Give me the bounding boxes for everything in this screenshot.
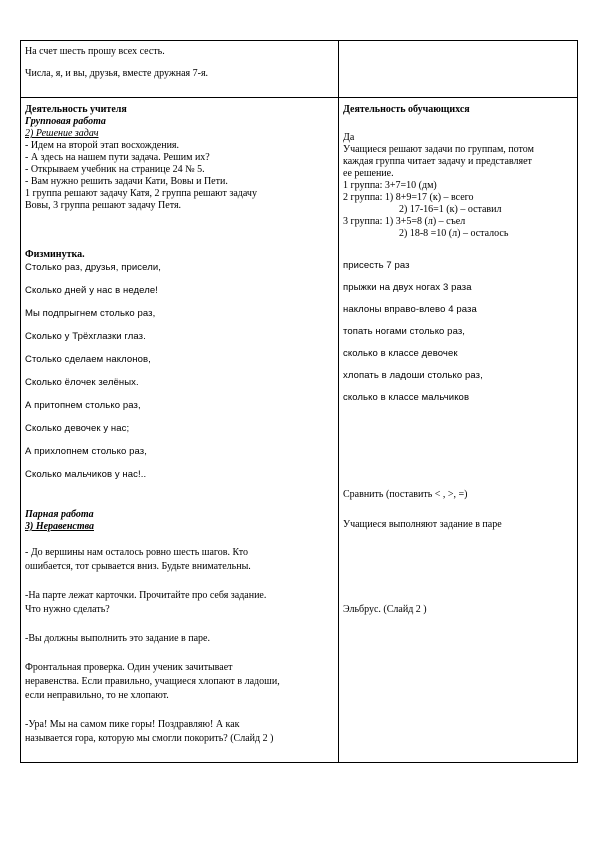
poem-line: Столько раз, друзья, присели, (25, 262, 161, 273)
teacher-line: - До вершины нам осталось ровно шесть шагов. Кто (25, 547, 249, 558)
teacher-line: - Идем на второй этап восхождения. (25, 140, 180, 151)
group-work-label: Групповая работа (25, 116, 106, 127)
teacher-line: - А здесь на нашем пути задача. Решим их? (25, 152, 210, 163)
students-line: ее решение. (343, 168, 394, 179)
students-header: Деятельность обучающихся (343, 104, 470, 115)
teacher-line: ошибается, тот срывается вниз. Будьте внимательны. (25, 561, 251, 572)
exercise-move: топать ногами столько раз, (343, 326, 466, 337)
poem-line: Мы подпрыгнем столько раз, (25, 308, 156, 319)
elbrus-answer: Эльбрус. (Слайд 2 ) (343, 604, 427, 615)
students-yes: Да (343, 132, 355, 143)
teacher-activity-cell (21, 98, 339, 763)
teacher-line: -Вы должны выполнить это задание в паре. (25, 633, 210, 644)
pair-task: Учащиеся выполняют задание в паре (343, 519, 502, 530)
table-row (21, 41, 578, 98)
teacher-line: Фронтальная проверка. Один ученик зачитывает (25, 662, 233, 673)
students-activity-cell (339, 98, 578, 763)
exercise-move: присесть 7 раз (343, 260, 410, 271)
table-row (21, 98, 578, 763)
teacher-line: неравенства. Если правильно, учащиеся хлопают в ладоши, (25, 676, 280, 687)
exercise-move: хлопать в ладоши столько раз, (343, 370, 483, 381)
poem-line: Сколько мальчиков у нас!.. (25, 469, 147, 480)
students-line: Учащиеся решают задачи по группам, потом (343, 144, 534, 155)
poem-line: Столько сделаем наклонов, (25, 354, 151, 365)
exercise-move: сколько в классе мальчиков (343, 392, 470, 403)
exercise-move: сколько в классе девочек (343, 348, 458, 359)
solution-line: 2) 18-8 =10 (л) – осталось (399, 228, 509, 239)
poem-line: Сколько у Трёхглазки глаз. (25, 331, 146, 342)
poem-line: А притопнем столько раз, (25, 400, 141, 411)
solution-line: 2) 17-16=1 (к) – оставил (399, 204, 502, 215)
teacher-line: Что нужно сделать? (25, 604, 110, 615)
solution-line: 2 группа: 1) 8+9=17 (к) – всего (343, 192, 474, 203)
lesson-table (20, 40, 578, 763)
fizminutka-label: Физминутка. (25, 249, 85, 260)
poem-line: Сколько ёлочек зелёных. (25, 377, 139, 388)
poem-line: Сколько дней у нас в неделе! (25, 285, 158, 296)
pair-work-label: Парная работа (25, 509, 94, 520)
solution-line: 3 группа: 1) 3+5=8 (л) – съел (343, 216, 466, 227)
teacher-line: Вовы, 3 группа решают задачу Петя. (25, 200, 182, 211)
exercise-move: прыжки на двух ногах 3 раза (343, 282, 472, 293)
poem-line: А прихлопнем столько раз, (25, 446, 147, 457)
students-line: каждая группа читает задачу и представляет (343, 156, 532, 167)
teacher-line: если неправильно, то не хлопают. (25, 690, 169, 701)
poem-line: Сколько девочек у нас; (25, 423, 130, 434)
counting-rhyme-line: Числа, я, и вы, друзья, вместе дружная 7-я. (25, 68, 209, 79)
counting-rhyme-line: На счет шесть прошу всех сесть. (25, 46, 165, 57)
solution-line: 1 группа: 3+7=10 (дм) (343, 180, 437, 191)
teacher-line: - Открываем учебник на странице 24 № 5. (25, 164, 205, 175)
teacher-header: Деятельность учителя (25, 104, 127, 115)
teacher-line: называется гора, которую мы смогли покорить? (Слайд 2 ) (25, 733, 274, 744)
top-left-cell (21, 41, 339, 98)
top-right-cell (339, 41, 578, 98)
compare-task: Сравнить (поставить < , >, =) (343, 489, 468, 500)
teacher-line: - Вам нужно решить задачи Кати, Вовы и Пети. (25, 176, 228, 187)
teacher-line: -Ура! Мы на самом пике горы! Поздравляю! А как (25, 719, 240, 730)
teacher-line: 1 группа решают задачу Катя, 2 группа решают задачу (25, 188, 257, 199)
inequalities-section-title: 3) Неравенства (25, 521, 94, 532)
teacher-line: -На парте лежат карточки. Прочитайте про себя задание. (25, 590, 267, 601)
exercise-move: наклоны вправо-влево 4 раза (343, 304, 477, 315)
task-section-title: 2) Решение задач (25, 128, 99, 139)
